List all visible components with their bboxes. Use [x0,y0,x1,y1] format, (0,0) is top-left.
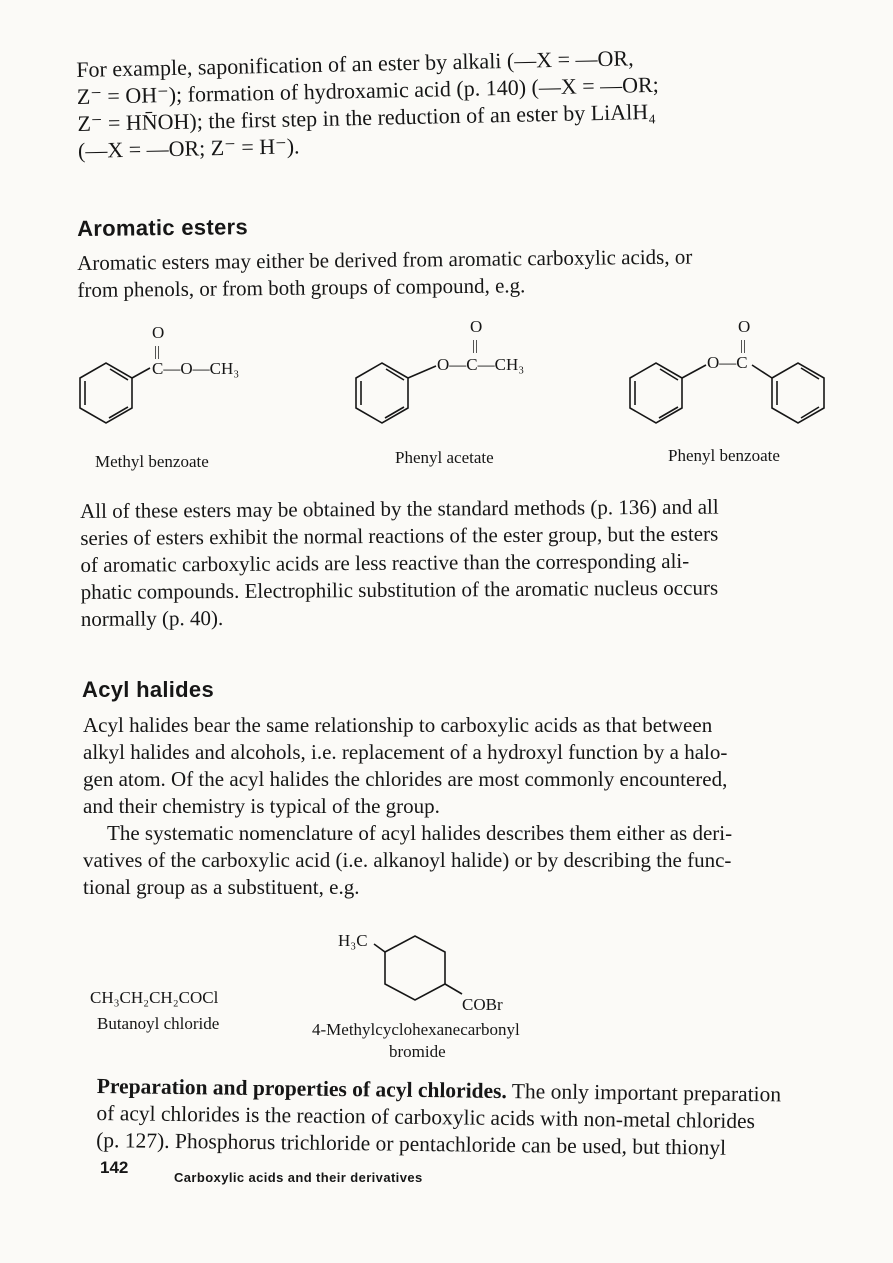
running-title: Carboxylic acids and their derivatives [174,1170,423,1185]
caption-methyl-benzoate: Methyl benzoate [95,452,209,471]
text-line: of acyl chlorides is the reaction of carboxylic acids with non-metal chlorides [96,1100,756,1134]
methyl-label: H₃C [338,931,368,950]
caption-phenyl-benzoate: Phenyl benzoate [668,446,780,465]
text-line: of aromatic carboxylic acids are less reactive than the corresponding ali- [80,548,690,577]
intro-paragraph [76,44,660,164]
ester-group-label: O—C [707,353,748,372]
text-line: gen atom. Of the acyl halides the chlorides are most commonly encountered, [83,767,728,791]
intro-line: Z⁻ = HN̄OH); the first step in the reduction of an ester by LiAlH₄ [77,98,657,136]
ester-group-label: C—O—CH₃ [152,359,240,378]
phenyl-benzoate-structure [624,318,844,448]
acyl-halides-para1 [83,712,727,820]
double-bond-mark: || [154,344,161,360]
methylcyclohexanecarbonyl-bromide-structure [330,924,550,1020]
preparation-bold-lead: Preparation and properties of acyl chlorides. [96,1073,508,1104]
text-line: vatives of the carboxylic acid (i.e. alkanoyl halide) or by describing the func- [83,848,732,872]
caption-methylcyclohexanecarbonyl-1: 4-Methylcyclohexanecarbonyl [312,1020,520,1039]
carbonyl-o-label: O [470,317,483,336]
text-line: Acyl halides bear the same relationship to carboxylic acids as that between [83,713,713,737]
carbonyl-o-label: O [152,323,165,342]
ester-group-label: O—C—CH₃ [437,355,525,374]
text-line: tional group as a substituent, e.g. [83,875,360,899]
double-bond-mark: || [740,338,747,354]
text-line: and their chemistry is typical of the group. [83,794,440,818]
intro-line: (—X = —OR; Z⁻ = H⁻). [77,133,300,163]
intro-line: Z⁻ = OH⁻); formation of hydroxamic acid (p. 140) (—X = —OR; [76,71,660,109]
section-heading-acyl-halides: Acyl halides [82,677,214,702]
page-number: 142 [100,1158,129,1177]
carbonyl-o-label: O [738,317,751,336]
caption-butanoyl-chloride: Butanoyl chloride [97,1014,220,1033]
methyl-benzoate-structure [70,318,270,448]
aromatic-esters-intro [77,244,693,304]
intro-line: For example, saponification of an ester by alkali (—X = —OR, [76,45,634,82]
caption-methylcyclohexanecarbonyl-2: bromide [389,1042,446,1061]
text-line: alkyl halides and alcohols, i.e. replacement of a hydroxyl function by a halo- [83,740,728,764]
preparation-line1-rest: The only important preparation [506,1079,782,1107]
butanoyl-chloride-formula: CH₃CH₂CH₂COCl [90,988,219,1007]
section-heading-aromatic-esters: Aromatic esters [77,214,249,241]
acyl-halides-para2 [83,820,732,901]
text-line: series of esters exhibit the normal reactions of the ester group, but the esters [80,521,719,550]
text-line: All of these esters may be obtained by the standard methods (p. 136) and all [80,494,719,523]
text-line: (p. 127). Phosphorus trichloride or pentachloride can be used, but thionyl [96,1127,727,1160]
caption-phenyl-acetate: Phenyl acetate [395,448,494,467]
text-line: phatic compounds. Electrophilic substitution of the aromatic nucleus occurs [80,575,719,604]
text-line: Aromatic esters may either be derived from aromatic carboxylic acids, or [77,244,693,275]
phenyl-acetate-structure [350,318,570,448]
preparation-paragraph [96,1073,781,1162]
double-bond-mark: || [472,338,479,354]
cobr-label: COBr [462,995,503,1014]
aromatic-esters-body [80,494,720,633]
text-line: from phenols, or from both groups of compound, e.g. [77,273,526,302]
text-line: normally (p. 40). [80,606,224,631]
text-line: The systematic nomenclature of acyl halides describes them either as deri- [107,821,733,845]
